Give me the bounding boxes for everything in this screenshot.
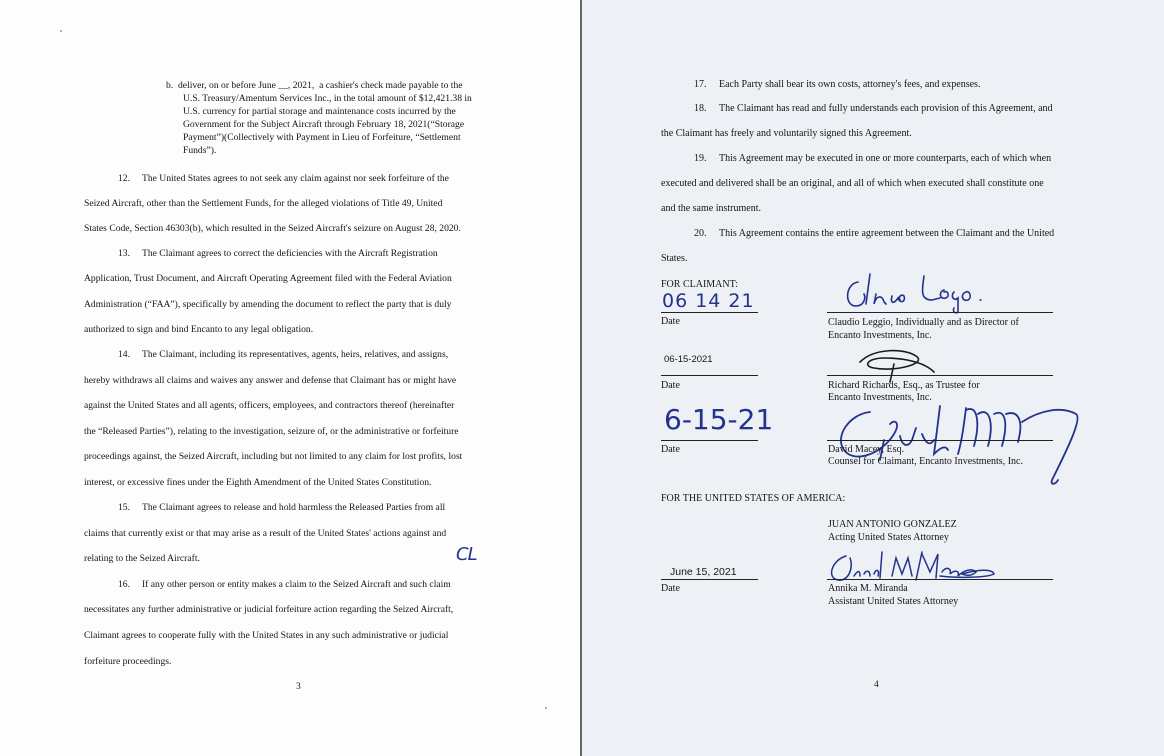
signatory-title: Counsel for Claimant, Encanto Investments, Inc. [828,456,1023,467]
signatory-title: Assistant United States Attorney [828,596,959,607]
date-line [661,375,758,376]
for-united-states-heading: FOR THE UNITED STATES OF AMERICA: [661,493,846,504]
paragraph-line: Seized Aircraft, other than the Settlement Funds, for the alleged violations of Title 49, United [84,198,443,209]
date-line [661,312,758,313]
item-b-line: U.S. Treasury/Amentum Services Inc., in the total amount of $12,421.38 in [183,93,472,104]
signatory-title: Encanto Investments, Inc. [828,392,932,403]
date-line [661,579,758,580]
date-label: Date [661,316,680,327]
document-page-4 [582,0,1164,756]
handwritten-date: 6-15-21 [664,403,774,436]
paragraph-line: 17. Each Party shall bear its own costs, attorney's fees, and expenses. [694,79,981,90]
signatory-name: David Macey, Esq. [828,444,904,455]
paragraph-line: States Code, Section 46303(b), which resulted in the Seized Aircraft's seizure on August 28, 2020. [84,223,461,234]
paragraph-line: 12. The United States agrees to not seek any claim against nor seek forfeiture of the [118,173,449,184]
signature-claudio-leggio [840,270,990,314]
paragraph-line: Claimant agrees to cooperate fully with the United States in any such administrative or judicial [84,630,449,641]
handwritten-initials: CL [456,544,477,565]
paragraph-line: 16. If any other person or entity makes a claim to the Seized Aircraft and such claim [118,579,451,590]
paragraph-line: and the same instrument. [661,203,761,214]
signature-line [827,375,1053,376]
paragraph-line: authorized to sign and bind Encanto to any legal obligation. [84,324,314,335]
item-b-line: Government for the Subject Aircraft through February 18, 2021(“Storage [183,119,465,130]
item-b-line: Funds”). [183,145,217,156]
signatory-name: Annika M. Miranda [828,583,908,594]
paragraph-line: 18. The Claimant has read and fully understands each provision of this Agreement, and [694,103,1053,114]
signatory-name: Claudio Leggio, Individually and as Director of [828,317,1019,328]
paragraph-line: interest, or excessive fines under the Eighth Amendment of the United States Constitution. [84,477,432,488]
signature-line [827,579,1053,580]
page-number: 4 [874,680,879,690]
paragraph-line: against the United States and all agents, officers, employees, and contractors thereof (hereinafter [84,400,455,411]
paragraph-line: forfeiture proceedings. [84,656,172,667]
for-claimant-heading: FOR CLAIMANT: [661,279,739,290]
paragraph-line: 13. The Claimant agrees to correct the deficiencies with the Aircraft Registration [118,248,438,259]
paragraph-line: Application, Trust Document, and Aircraft Operating Agreement filed with the Federal Aviation [84,273,452,284]
paragraph-line: Administration (“FAA”), specifically by amending the document to reflect the party that is duly [84,299,452,310]
paragraph-line: 14. The Claimant, including its representatives, agents, heirs, relatives, and assigns, [118,349,449,360]
paragraph-line: proceedings against, the Seized Aircraft, including but not limited to any claim for lost profits, lost [84,451,463,462]
paragraph-line: executed and delivered shall be an original, and all of which when executed shall constitute one [661,178,1044,189]
us-attorney-title: Acting United States Attorney [828,532,949,543]
date-label: Date [661,583,680,594]
paragraph-line: 15. The Claimant agrees to release and hold harmless the Released Parties from all [118,502,446,513]
signature-david-macey [830,384,1090,490]
typed-date: 06-15-2021 [664,354,713,365]
item-b-line: Payment”)(Collectively with Payment in Lieu of Forfeiture, “Settlement [183,132,461,143]
paragraph-line: States. [661,253,688,264]
paragraph-line: the Claimant has freely and voluntarily signed this Agreement. [661,128,912,139]
document-page-3 [0,0,580,756]
paragraph-line: the “Released Parties”), relating to the investigation, seizure of, or the administrative or forfeiture [84,426,459,437]
paragraph-line: hereby withdraws all claims and waives any answer and defense that Claimant has or might have [84,375,457,386]
item-b-line: U.S. currency for partial storage and maintenance costs incurred by the [183,106,456,117]
date-label: Date [661,444,680,455]
signature-line [827,312,1053,313]
handwritten-date: 06 14 21 [662,290,755,312]
typed-date: June 15, 2021 [670,566,737,578]
us-attorney-name: JUAN ANTONIO GONZALEZ [828,519,957,530]
item-b-line: b. deliver, on or before June __, 2021, a cashier's check made payable to the [166,80,463,91]
paragraph-line: 19. This Agreement may be executed in one or more counterparts, each of which when [694,153,1052,164]
paragraph-line: necessitates any further administrative or judicial forfeiture action regarding the Seized Aircraft, [84,604,454,615]
signature-line [827,440,1053,441]
signature-annika-miranda [826,548,996,588]
paragraph-line: 20. This Agreement contains the entire agreement between the Claimant and the United [694,228,1055,239]
signatory-title: Encanto Investments, Inc. [828,330,932,341]
scan-speck [60,30,62,32]
scan-speck [545,707,547,709]
signatory-name: Richard Richards, Esq., as Trustee for [828,380,980,391]
date-label: Date [661,380,680,391]
paragraph-line: claims that currently exist or that may arise as a result of the United States' actions against and [84,528,447,539]
page-number: 3 [296,682,301,692]
paragraph-line: relating to the Seized Aircraft. [84,553,200,564]
date-line [661,440,758,441]
signature-richard-richards [854,342,944,382]
